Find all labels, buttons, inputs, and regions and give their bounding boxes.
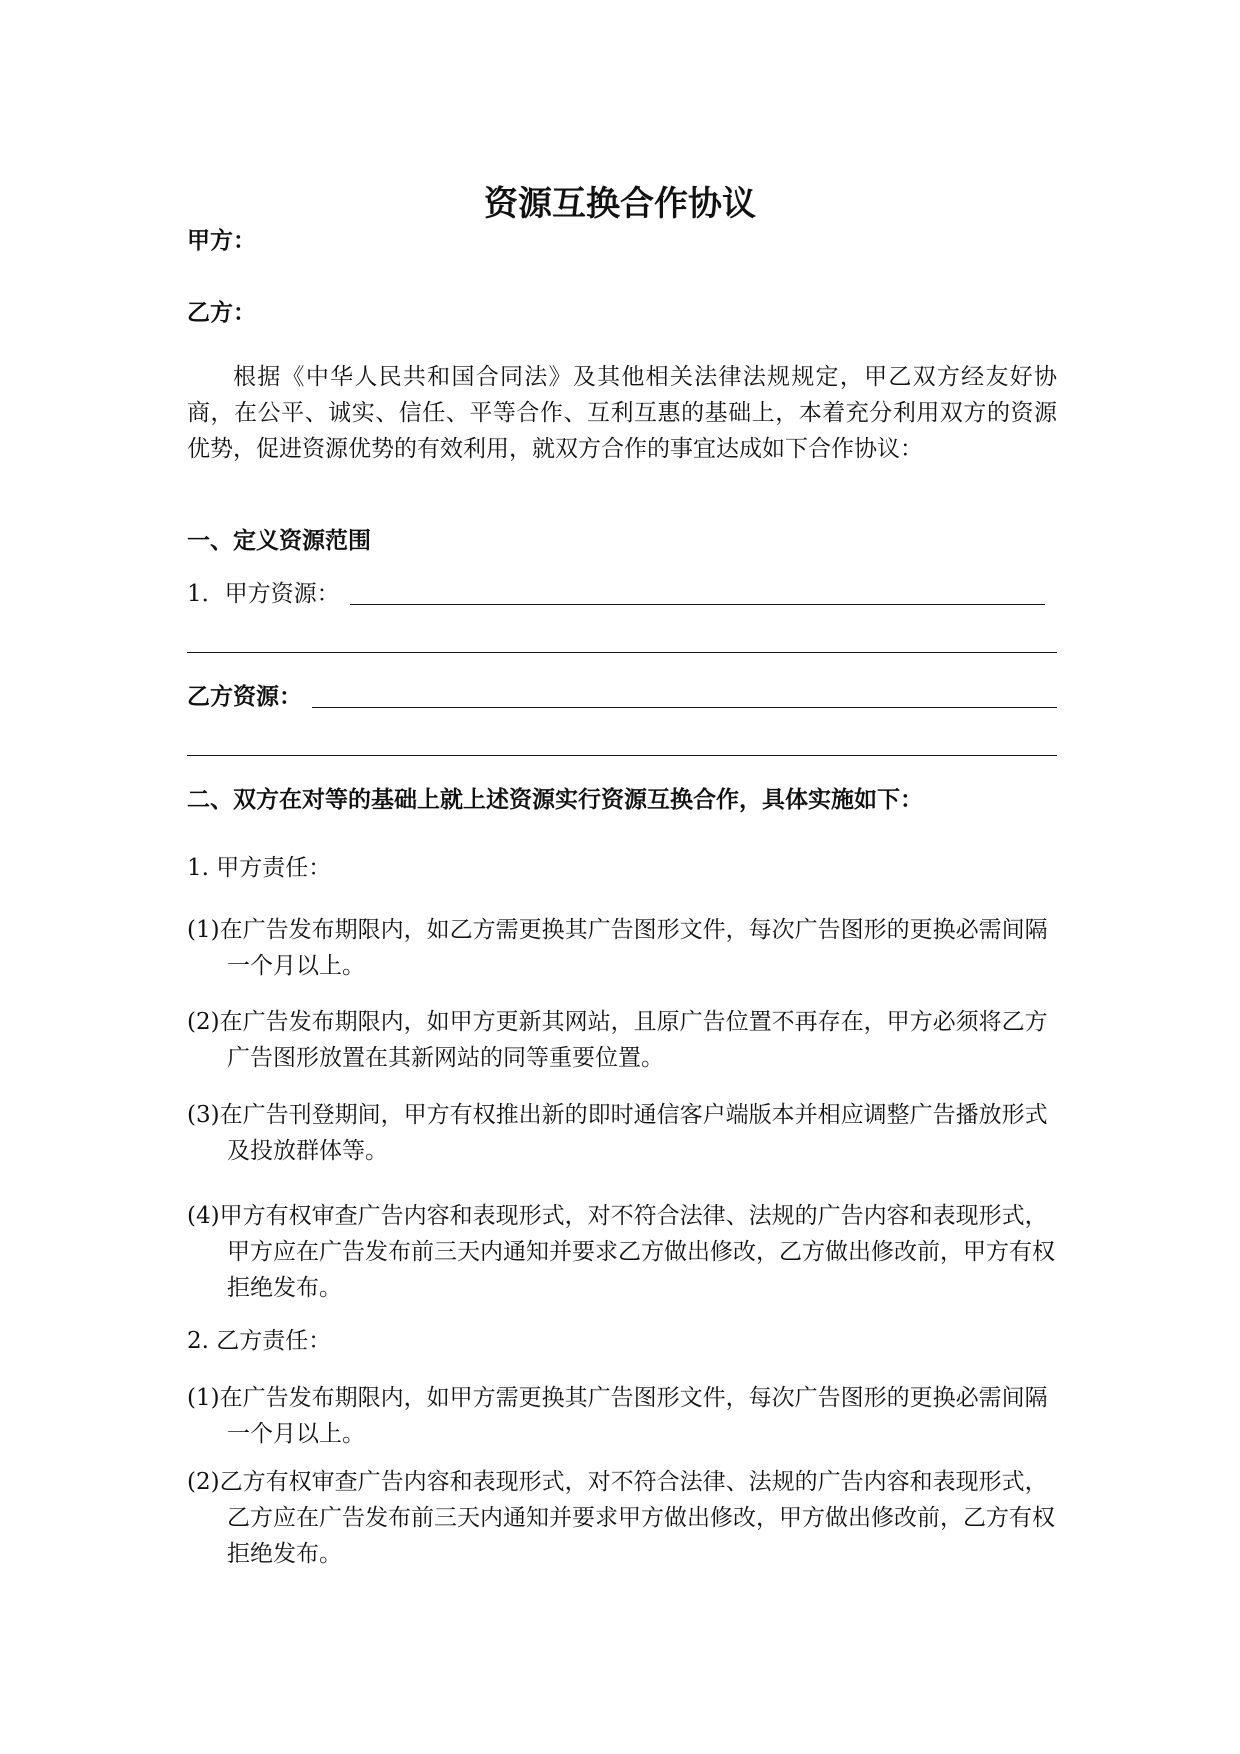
party-b-duty-item: (1)在广告发布期限内，如甲方需更换其广告图形文件，每次广告图形的更换必需间隔一个月以上。 bbox=[187, 1385, 1048, 1447]
party-a-label: 甲方： bbox=[187, 228, 256, 254]
party-a-resource-line-2 bbox=[187, 652, 1057, 653]
section2-heading: 二、双方在对等的基础上就上述资源实行资源互换合作，具体实施如下： bbox=[187, 787, 923, 813]
party-a-duty-title: 1. 甲方责任： bbox=[187, 855, 332, 881]
party-b-label: 乙方： bbox=[187, 300, 256, 326]
document-title: 资源互换合作协议 bbox=[484, 184, 756, 224]
party-a-duty-item: (2)在广告发布期限内，如甲方更新其网站，且原广告位置不再存在，甲方必须将乙方广告图形放置在其新网站的同等重要位置。 bbox=[187, 1009, 1048, 1071]
preamble-paragraph: 根据《中华人民共和国合同法》及其他相关法律法规规定，甲乙双方经友好协商，在公平、诚实、信任、平等合作、互利互惠的基础上，本着充分利用双方的资源优势，促进资源优势的有效利用，就双方合作的事宜达成如下合作协议： bbox=[187, 364, 1057, 462]
party-b-duty-item: (2)乙方有权审查广告内容和表现形式，对不符合法律、法规的广告内容和表现形式，乙方应在广告发布前三天内通知并要求甲方做出修改，甲方做出修改前，乙方有权拒绝发布。 bbox=[187, 1469, 1055, 1567]
party-b-resource-label: 乙方资源： bbox=[187, 684, 302, 710]
party-b-resource-line-2 bbox=[187, 755, 1057, 756]
party-a-duty-item: (3)在广告刊登期间，甲方有权推出新的即时通信客户端版本并相应调整广告播放形式及投放群体等。 bbox=[187, 1102, 1048, 1164]
party-a-duty-item: (1)在广告发布期限内，如乙方需更换其广告图形文件，每次广告图形的更换必需间隔一个月以上。 bbox=[187, 917, 1048, 979]
party-a-resource-line-1 bbox=[350, 604, 1045, 605]
party-a-duty-item: (4)甲方有权审查广告内容和表现形式，对不符合法律、法规的广告内容和表现形式，甲方应在广告发布前三天内通知并要求乙方做出修改，乙方做出修改前，甲方有权拒绝发布。 bbox=[187, 1203, 1055, 1301]
party-b-resource-line-1 bbox=[312, 707, 1057, 708]
party-b-duty-title: 2. 乙方责任： bbox=[187, 1328, 332, 1354]
party-a-resource-label: 1．甲方资源： bbox=[187, 581, 340, 607]
section1-heading: 一、定义资源范围 bbox=[187, 528, 371, 554]
